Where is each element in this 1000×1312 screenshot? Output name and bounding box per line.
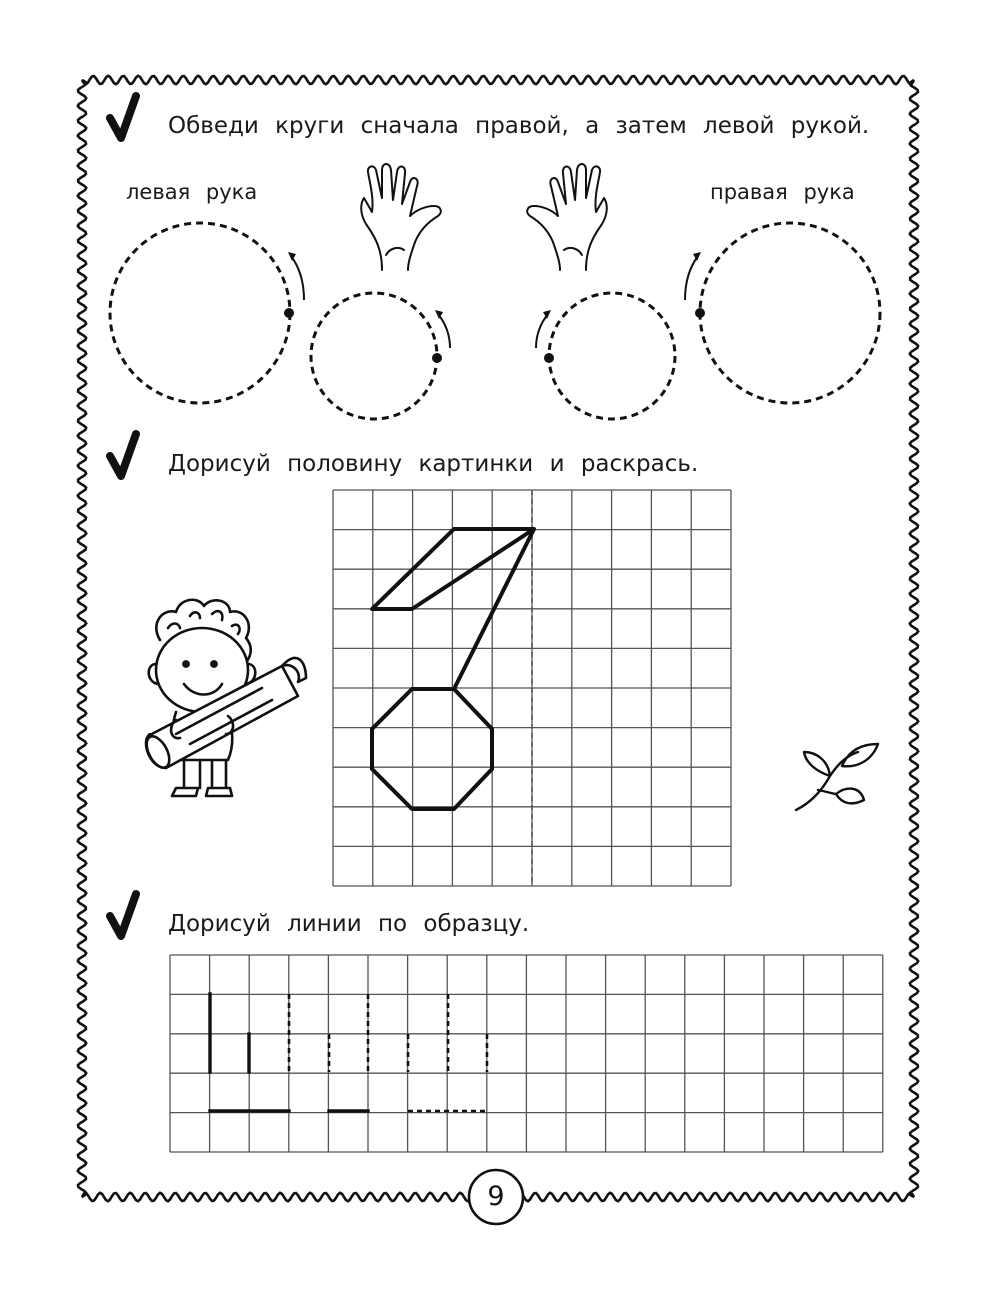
tracing-grid[interactable] [170,955,883,1152]
left-hand-icon [361,164,441,270]
page-number: 9 [487,1181,505,1212]
checkmark-icon [110,434,136,476]
start-dot [544,353,554,363]
left-hand-label: левая рука [126,180,258,204]
direction-arrow-icon [438,314,450,348]
right-hand-label: правая рука [710,180,855,204]
octagon-shape [372,689,492,809]
direction-arrow-icon [685,256,698,300]
start-dot [695,308,705,318]
checkmark-icon [110,96,136,138]
checkmark-icon [110,894,136,936]
right-hand-icon [527,164,607,270]
task1-instruction: Обведи круги сначала правой, а затем левой рукой. [168,113,870,139]
start-dot [284,308,294,318]
task3-instruction: Дорисуй линии по образцу. [168,911,530,937]
direction-arrow-icon [536,314,548,348]
dashed-circle-large-right [700,223,880,403]
task2-instruction: Дорисуй половину картинки и раскрась. [168,451,699,477]
boy-with-pencil-illustration [142,600,306,796]
leaf-icon [796,744,878,810]
dashed-trace-lines [289,994,487,1111]
dashed-circle-small-left [311,293,437,419]
start-dot [432,353,442,363]
dashed-circle-large-left [110,223,290,403]
direction-arrow-icon [291,256,304,300]
dashed-circle-small-right [549,293,675,419]
